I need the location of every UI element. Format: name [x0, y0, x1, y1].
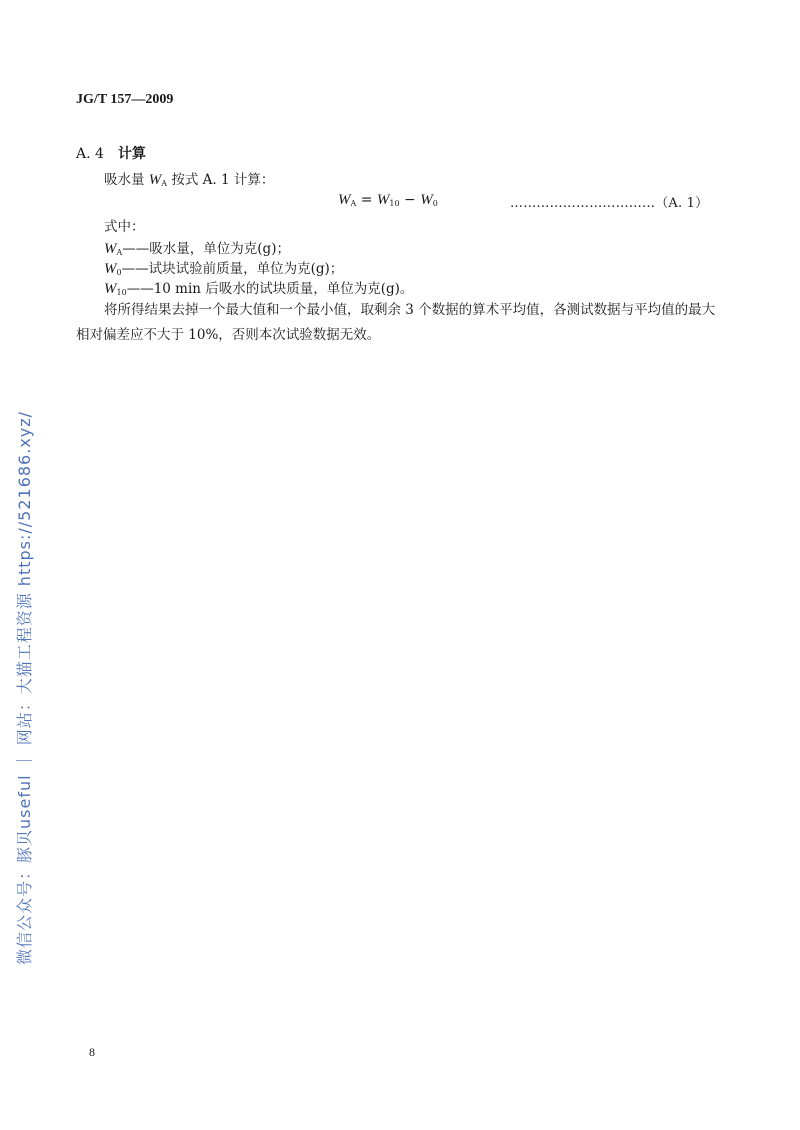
watermark-text: 微信公众号：豚贝useful ｜ 网站：大猫工程资源 https://521686.xyz/	[15, 410, 34, 965]
intro-line	[104, 170, 274, 194]
def-var: W	[104, 241, 117, 257]
formula-term1: W	[376, 192, 390, 208]
formula-term2-sub: 0	[432, 199, 438, 208]
section-title: 计算	[117, 146, 146, 162]
formula-term2: W	[420, 192, 433, 208]
def-text: ——吸水量，单位为克(g)；	[122, 241, 290, 257]
where-label: 式中：	[104, 219, 145, 235]
intro-post: 按式 A. 1 计算：	[167, 172, 275, 188]
def-sub: 0	[116, 268, 122, 277]
def-var: W	[104, 281, 117, 297]
formula-a1	[338, 192, 438, 209]
intro-var: W	[148, 172, 162, 188]
formula-term1-sub: 10	[389, 199, 400, 208]
standard-code: JG/T 157—2009	[76, 92, 174, 107]
intro-pre: 吸水量	[104, 172, 149, 188]
def-sub: A	[116, 248, 123, 257]
def-text: ——试块试验前质量，单位为克(g)；	[121, 261, 344, 277]
intro-sub: A	[161, 179, 168, 188]
page-number: 8	[89, 1045, 95, 1059]
formula-equals: =	[356, 192, 377, 208]
section-number: A. 4	[76, 146, 104, 162]
def-text: ——10 min 后吸水的试块质量，单位为克(g)。	[126, 281, 414, 297]
def-var: W	[104, 261, 117, 277]
result-paragraph: 将所得结果去掉一个最大值和一个最小值，取剩余 3 个数据的算术平均值，各测试数据与平均值的最大相对偏差应不大于 10%，否则本次试验数据无效。	[76, 302, 716, 343]
formula-lhs: W	[338, 192, 351, 208]
formula-number: ……………………………（A. 1）	[510, 196, 709, 211]
section-heading	[76, 143, 146, 163]
formula-lhs-sub: A	[350, 199, 357, 208]
formula-minus: −	[399, 192, 421, 208]
def-sub: 10	[116, 288, 127, 297]
